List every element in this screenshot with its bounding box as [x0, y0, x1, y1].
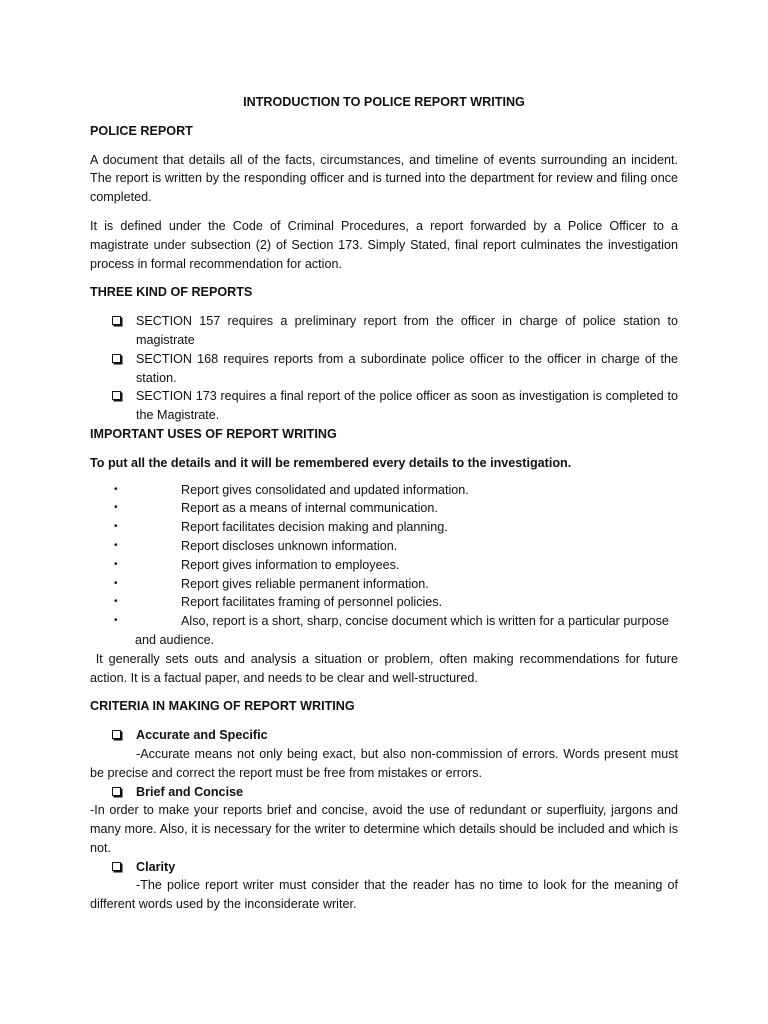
list-item	[90, 518, 678, 537]
criteria-item-title	[90, 783, 678, 802]
police-report-heading: POLICE REPORT	[90, 123, 193, 138]
list-item-text: SECTION 168 requires reports from a subordinate police officer to the officer in charge of the station.	[136, 351, 678, 385]
list-item	[90, 556, 678, 575]
bullet-icon: •	[114, 615, 118, 627]
bullet-icon: •	[114, 596, 118, 608]
checkbox-square-icon	[112, 354, 121, 363]
list-item-text: Report as a means of internal communication.	[181, 501, 438, 516]
criteria-item-title	[90, 726, 678, 745]
bullet-icon: •	[114, 502, 118, 514]
checkbox-square-icon	[112, 730, 121, 739]
criteria-item-text: -In order to make your reports brief and concise, avoid the use of redundant or superfluity, jargons and many more. Also, it is necessary for the writer to determine which details should be included and which is not.	[90, 803, 678, 855]
criteria-title-text: Clarity	[136, 859, 176, 874]
document-title: INTRODUCTION TO POLICE REPORT WRITING	[243, 95, 525, 109]
list-item	[90, 575, 678, 594]
document-body	[90, 93, 682, 914]
list-item-text: Report facilitates framing of personnel policies.	[181, 595, 443, 610]
list-item-text: Report discloses unknown information.	[181, 538, 398, 553]
list-item-text: Report gives information to employees.	[181, 557, 400, 572]
list-item-text: Report gives consolidated and updated information.	[181, 482, 469, 497]
list-item	[90, 312, 678, 350]
criteria-title-text: Accurate and Specific	[136, 728, 268, 743]
list-item	[90, 481, 678, 500]
bullet-icon: •	[114, 558, 118, 570]
important-uses-closing: It generally sets outs and analysis a situation or problem, often making recommendations for future action. It is a factual paper, and needs to be clear and well-structured.	[90, 651, 682, 685]
list-item-text: SECTION 157 requires a preliminary report from the officer in charge of police station to magistrate	[136, 314, 678, 347]
bullet-icon: •	[114, 577, 118, 589]
list-item-text: SECTION 173 requires a final report of the police officer as soon as investigation is completed to the Magistrate.	[136, 389, 678, 423]
three-kinds-heading: THREE KIND OF REPORTS	[90, 285, 253, 300]
list-item	[90, 387, 678, 425]
three-kinds-list	[90, 312, 678, 425]
checkbox-square-icon	[112, 316, 121, 325]
list-item-text: Report gives reliable permanent information.	[181, 576, 429, 591]
important-uses-heading: IMPORTANT USES OF REPORT WRITING	[90, 426, 337, 441]
criteria-item-text: -Accurate means not only being exact, but also non-commission of errors. Words present must be precise and correct the report must be free from mistakes or errors.	[90, 746, 678, 780]
important-uses-list	[90, 481, 678, 650]
list-item	[90, 350, 678, 388]
checkbox-square-icon	[112, 862, 121, 871]
criteria-heading: CRITERIA IN MAKING OF REPORT WRITING	[90, 699, 355, 714]
police-report-paragraph-1: A document that details all of the facts, circumstances, and timeline of events surrounding an incident. The report is written by the responding officer and is turned into the department for review and filing once completed.	[90, 152, 678, 205]
criteria-item-text: -The police report writer must consider that the reader has no time to look for the meaning of different words used by the inconsiderate writer.	[90, 878, 678, 912]
bullet-icon: •	[114, 483, 118, 495]
police-report-paragraph-2: It is defined under the Code of Criminal Procedures, a report forwarded by a Police Officer to a magistrate under subsection (2) of Section 173. Simply Stated, final report culminates the investigation process in formal recommendation for action.	[90, 218, 678, 271]
checkbox-square-icon	[112, 787, 121, 796]
important-uses-lead: To put all the details and it will be remembered every details to the investigation.	[90, 455, 572, 470]
bullet-icon: •	[114, 521, 118, 533]
criteria-title-text: Brief and Concise	[136, 784, 244, 799]
bullet-icon: •	[114, 539, 118, 551]
list-item-continuation: and audience.	[135, 632, 215, 647]
checkbox-square-icon	[112, 391, 121, 400]
list-item	[90, 537, 678, 556]
list-item	[90, 499, 678, 518]
list-item	[90, 593, 678, 612]
criteria-item-title	[90, 858, 678, 877]
list-item-text: Report facilitates decision making and planning.	[181, 520, 448, 535]
list-item-text: Also, report is a short, sharp, concise document which is written for a particular purpose	[181, 614, 669, 629]
list-item	[90, 612, 678, 650]
